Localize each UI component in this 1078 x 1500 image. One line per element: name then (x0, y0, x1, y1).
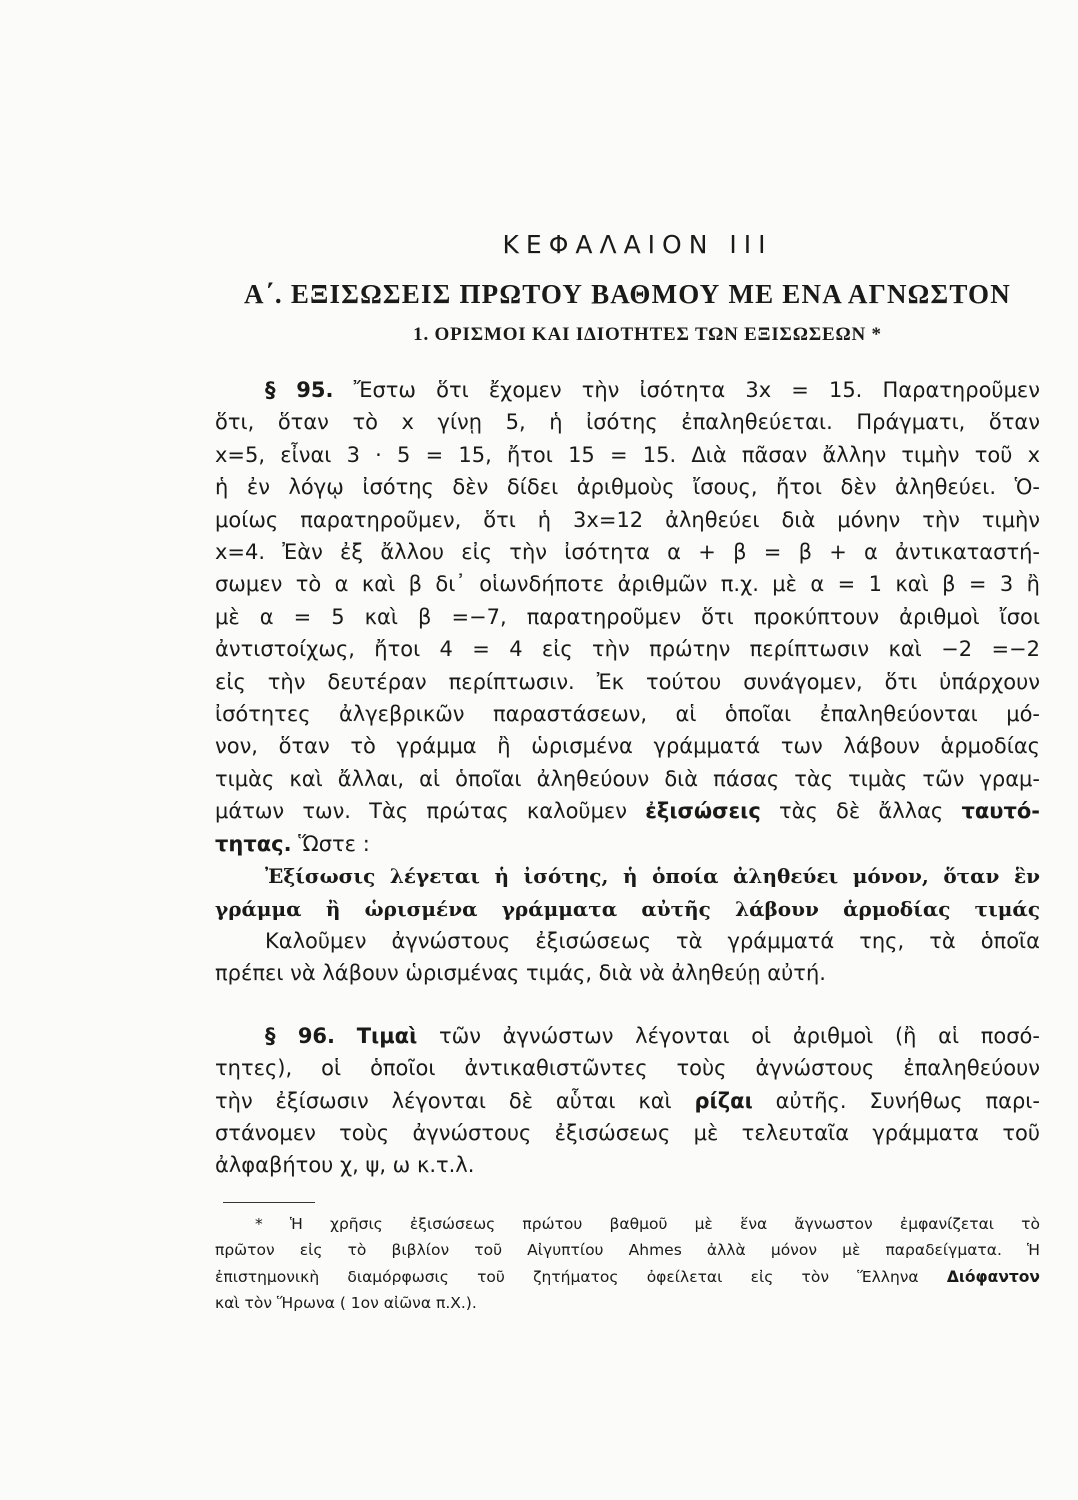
text-line: μοίως παρατηροῦμεν, ὅτι ἡ 3x=12 ἀληθεύει διὰ μόνην τὴν τιμὴν (215, 507, 1040, 532)
paragraph-gap (215, 990, 1040, 1020)
text-span: ἐπιστημονικὴ διαμόρφωσις τοῦ ζητήματος ὀφείλεται εἰς τὸν Ἕλληνα (215, 1267, 919, 1286)
footnote-line (215, 1264, 1040, 1291)
text-line: τιμὰς καὶ ἄλλαι, αἱ ὁποῖαι ἀληθεύουν διὰ πάσας τὰς τιμὰς τῶν γραμ- (215, 766, 1040, 791)
text-span: τῶν ἀγνώστων λέγονται οἱ ἀριθμοὶ (ἢ αἱ ποσό- (438, 1023, 1040, 1048)
footnote-divider (223, 1202, 315, 1203)
text-line (215, 1085, 1040, 1117)
chapter-heading: ΚΕΦΑΛΑΙΟΝ III (502, 230, 773, 259)
text-line (215, 795, 1040, 827)
text-span: τὰς δὲ ἄλλας (778, 799, 944, 824)
text-line: μὲ α = 5 καὶ β =−7, παρατηροῦμεν ὅτι προκύπτουν ἀριθμοὶ ἴσοι (215, 604, 1040, 629)
text-line: Καλοῦμεν ἀγνώστους ἐξισώσεως τὰ γράμματά της, τὰ ὁποῖα (265, 928, 1040, 953)
name-diophantus: Διόφαντον (946, 1267, 1040, 1286)
term-values: Τιμαὶ (356, 1023, 418, 1048)
section-mark-95: § 95. (265, 378, 334, 402)
text-line: ἡ ἐν λόγῳ ἰσότης δὲν δίδει ἀριθμοὺς ἴσους, ἤτοι δὲν ἀληθεύει. Ὁ- (215, 475, 1040, 500)
text-line: τητες), οἱ ὁποῖοι ἀντικαθιστῶντες τοὺς ἀγνώστους ἐπαληθεύουν (215, 1056, 1040, 1081)
text-line: x=4. Ἐὰν ἐξ ἄλλου εἰς τὴν ἰσότητα α + β = β + α ἀντικαταστή- (215, 540, 1040, 565)
text-line (215, 1020, 1040, 1052)
text-line: ὅτι, ὅταν τὸ x γίνῃ 5, ἡ ἰσότης ἐπαληθεύεται. Πράγματι, ὅταν (215, 410, 1040, 435)
text-line: ἰσότητες ἀλγεβρικῶν παραστάσεων, αἱ ὁποῖαι ἐπαληθεύονται μό- (215, 702, 1040, 727)
text-span: Ὥστε : (298, 831, 370, 856)
section-mark-96: § 96. (265, 1023, 336, 1048)
text-span: αὐτῆς. Συνήθως παρι- (775, 1088, 1040, 1113)
footnote-line: * Ἡ χρῆσις ἐξισώσεως πρώτου βαθμοῦ μὲ ἕνα ἄγνωστον ἐμφανίζεται τὸ (255, 1214, 1040, 1233)
text-line (215, 374, 1040, 406)
text-line: x=5, εἶναι 3 · 5 = 15, ἤτοι 15 = 15. Διὰ πᾶσαν ἄλλην τιμὴν τοῦ x (215, 442, 1040, 467)
term-roots: ρίζαι (694, 1088, 753, 1113)
paragraph-96 (215, 1020, 1040, 1182)
paragraph-95 (215, 374, 1040, 990)
footnote (215, 1211, 1040, 1317)
text-line: στάνομεν τοὺς ἀγνώστους ἐξισώσεως μὲ τελευταῖα γράμματα τοῦ (215, 1120, 1040, 1145)
book-page (215, 230, 1040, 1317)
term-identities: ταυτό- (961, 799, 1041, 824)
term-equations: ἐξισώσεις (645, 799, 761, 824)
term-identities-end: τητας. (215, 831, 292, 856)
definition-line: Ἐξίσωσις λέγεται ἡ ἰσότης, ἡ ὁποία ἀληθεύει μόνον, ὅταν ἓν (265, 864, 1040, 889)
text-line: νον, ὅταν τὸ γράμμα ἢ ὡρισμένα γράμματά των λάβουν ἁρμοδίας (215, 734, 1040, 759)
text-line (215, 828, 1040, 860)
text-span: μάτων των. Τὰς πρώτας καλοῦμεν (215, 799, 628, 824)
text-line: ἀλφαβήτου χ, ψ, ω κ.τ.λ. (215, 1153, 475, 1178)
text-line: σωμεν τὸ α καὶ β δι᾽ οἱωνδήποτε ἀριθμῶν π.χ. μὲ α = 1 καὶ β = 3 ἢ (215, 572, 1040, 597)
section-title: 1. ΟΡΙΣΜΟΙ ΚΑΙ ΙΔΙΟΤΗΤΕΣ ΤΩΝ ΕΞΙΣΩΣΕΩΝ * (413, 324, 882, 345)
text-line: εἰς τὴν δευτέραν περίπτωσιν. Ἐκ τούτου συνάγομεν, ὅτι ὑπάρχουν (215, 669, 1040, 694)
text-line: ἀντιστοίχως, ἤτοι 4 = 4 εἰς τὴν πρώτην περίπτωσιν καὶ −2 =−2 (215, 637, 1040, 662)
text-span: τὴν ἐξίσωσιν λέγονται δὲ αὗται καὶ (215, 1088, 672, 1113)
footnote-line: καὶ τὸν Ἥρωνα ( 1ον αἰῶνα π.Χ.). (215, 1294, 477, 1313)
text-line: πρέπει νὰ λάβουν ὡρισμένας τιμάς, διὰ νὰ ἀληθεύῃ αὐτή. (215, 961, 826, 986)
text-span: Ἔστω ὅτι ἔχομεν τὴν ἰσότητα 3x = 15. Παρατηροῦμεν (353, 378, 1041, 402)
part-title: Α΄. ΕΞΙΣΩΣΕΙΣ ΠΡΩΤΟΥ ΒΑΘΜΟΥ ΜΕ ΕΝΑ ΑΓΝΩΣΤΟΝ (244, 279, 1011, 309)
definition-line: γράμμα ἢ ὡρισμένα γράμματα αὐτῆς λάβουν ἁρμοδίας τιμάς (215, 896, 1040, 921)
footnote-line: πρῶτον εἰς τὸ βιβλίον τοῦ Αἰγυπτίου Ahmes ἀλλὰ μόνον μὲ παραδείγματα. Ἡ (215, 1241, 1040, 1260)
